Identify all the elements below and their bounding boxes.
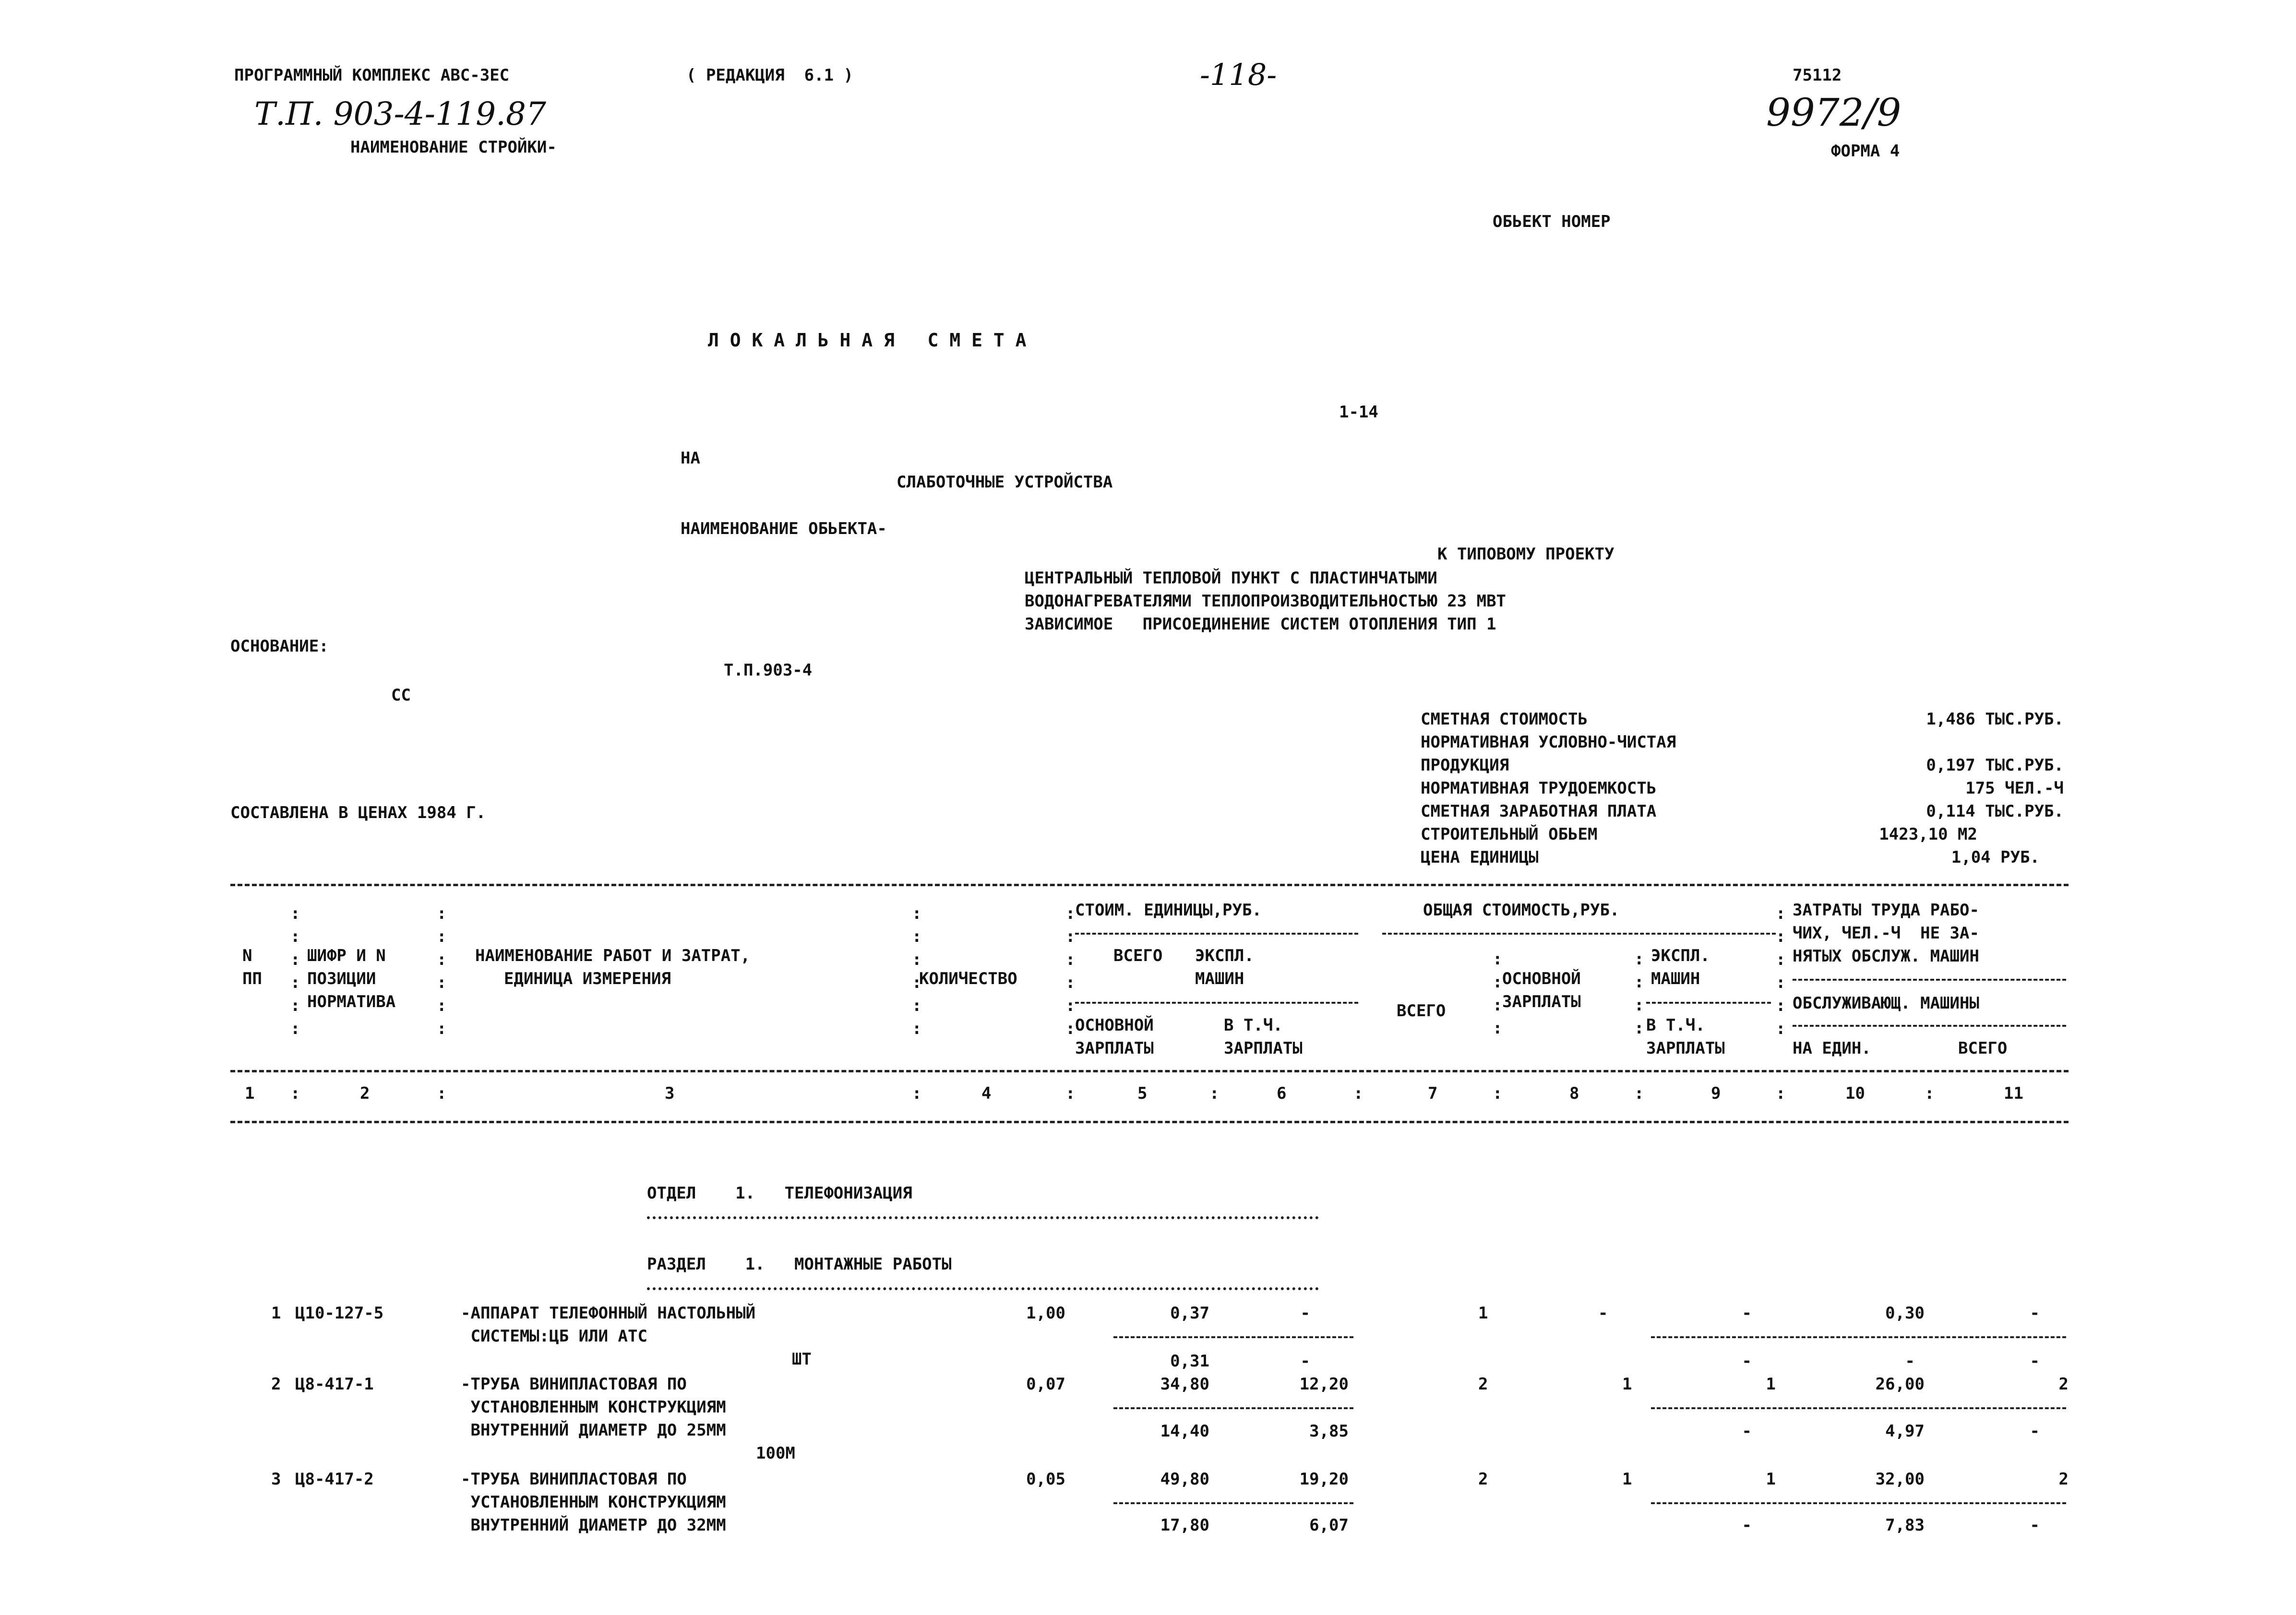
col-no-header: N	[242, 946, 252, 965]
page-number: -118-	[1200, 57, 1277, 92]
separator: : : : : : :	[290, 904, 300, 1038]
row-name-line: -АППАРАТ ТЕЛЕФОННЫЙ НАСТОЛЬНЫЙ	[461, 1304, 756, 1323]
subrule	[1113, 1407, 1353, 1409]
total-basic-header: ЗАРПЛАТЫ	[1502, 992, 1581, 1011]
row-total-machines: 1	[1766, 1470, 1776, 1489]
col-number: 11	[2004, 1084, 2023, 1103]
row-labor2-total: -	[2030, 1422, 2040, 1441]
summary-label: СМЕТНАЯ ЗАРАБОТНАЯ ПЛАТА	[1421, 802, 1657, 821]
object-number-label: ОБЬЕКТ НОМЕР	[1493, 212, 1611, 231]
unit-machines-header: МАШИН	[1195, 969, 1244, 988]
separator: :	[912, 1084, 922, 1103]
unit-total-header: ВСЕГО	[1113, 946, 1163, 965]
subsection-underline	[647, 1287, 1319, 1290]
row-code: Ц10-127-5	[295, 1304, 384, 1323]
na-label: НА	[681, 449, 700, 468]
row-labor-unit: 32,00	[1875, 1470, 1925, 1489]
subrule	[1651, 1407, 2066, 1409]
summary-value: 0,114 ТЫС.РУБ.	[1926, 802, 2064, 821]
construction-name-label: НАИМЕНОВАНИЕ СТРОЙКИ-	[350, 138, 557, 157]
total-all-header: ВСЕГО	[1397, 1001, 1446, 1021]
subrule	[1075, 933, 1358, 935]
department-title: ОТДЕЛ 1. ТЕЛЕФОНИЗАЦИЯ	[647, 1184, 912, 1203]
row-labor-unit: 0,30	[1885, 1304, 1925, 1323]
labor-header: НЯТЫХ ОБСЛУЖ. МАШИН	[1793, 947, 1979, 966]
separator: :	[1209, 1084, 1220, 1103]
col-name-header: ЕДИНИЦА ИЗМЕРЕНИЯ	[504, 969, 671, 988]
col-number: 4	[981, 1084, 992, 1103]
object-line-1: К ТИПОВОМУ ПРОЕКТУ	[1437, 545, 1614, 564]
handwritten-sheet-number: 9972/9	[1766, 90, 1901, 135]
summary-value: 1423,10 М2	[1879, 825, 1977, 844]
header-rule	[230, 1070, 2069, 1072]
unit-incl-header: В Т.Ч.	[1224, 1016, 1283, 1035]
row-unit-machines: 12,20	[1299, 1375, 1349, 1394]
row-unit-total: 49,80	[1160, 1470, 1209, 1489]
row-unit-basic: 17,80	[1160, 1516, 1209, 1535]
row-unit-incl: 3,85	[1309, 1422, 1349, 1441]
object-name-label: НАИМЕНОВАНИЕ ОБЬЕКТА-	[681, 519, 887, 538]
labor-serving-header: ОБСЛУЖИВАЮЩ. МАШИНЫ	[1793, 994, 1979, 1013]
unit-basic-header: ЗАРПЛАТЫ	[1075, 1039, 1154, 1058]
col-number: 3	[665, 1084, 675, 1103]
total-incl-header: В Т.Ч.	[1646, 1016, 1705, 1035]
row-unit-incl: -	[1300, 1352, 1310, 1371]
form-label: ФОРМА 4	[1831, 142, 1900, 161]
row-labor2-unit: -	[1905, 1352, 1915, 1371]
row-unit-total: 34,80	[1160, 1375, 1209, 1394]
subrule	[1075, 1002, 1358, 1004]
col-number: 8	[1569, 1084, 1579, 1103]
row-unit-incl: 6,07	[1309, 1516, 1349, 1535]
summary-value: 175 ЧЕЛ.-Ч	[1965, 779, 2064, 798]
col-code-header: НОРМАТИВА	[307, 992, 396, 1011]
handwritten-project-number: Т.П. 903-4-119.87	[254, 95, 547, 132]
row-code: Ц8-417-1	[295, 1375, 374, 1394]
col-no-header: ПП	[242, 969, 262, 988]
row-labor-total: 2	[2058, 1470, 2069, 1489]
total-machines-header: МАШИН	[1651, 969, 1700, 988]
separator: :	[1776, 1084, 1786, 1103]
row-labor2-unit: 7,83	[1885, 1516, 1925, 1535]
unit-cost-header: СТОИМ. ЕДИНИЦЫ,РУБ.	[1075, 901, 1262, 920]
separator: :	[290, 1084, 300, 1103]
document-code: 75112	[1793, 66, 1842, 85]
estimate-subject: СЛАБОТОЧНЫЕ УСТРОЙСТВА	[897, 473, 1113, 492]
separator: : : : :	[1493, 950, 1503, 1038]
separator: : : : : : :	[437, 904, 447, 1038]
total-basic-header: ОСНОВНОЙ	[1502, 969, 1581, 988]
row-name-line: УСТАНОВЛЕННЫМ КОНСТРУКЦИЯМ	[461, 1493, 726, 1512]
row-name-line: -ТРУБА ВИНИПЛАСТОВАЯ ПО	[461, 1375, 687, 1394]
total-machines-header: ЭКСПЛ.	[1651, 946, 1710, 965]
row-total-incl: -	[1742, 1352, 1752, 1371]
object-line-2: ЦЕНТРАЛЬНЫЙ ТЕПЛОВОЙ ПУНКТ С ПЛАСТИНЧАТЫМИ	[1025, 569, 1437, 588]
row-total-basic: 1	[1622, 1375, 1632, 1394]
row-labor-total: 2	[2058, 1375, 2069, 1394]
summary-value: 1,04 РУБ.	[1951, 848, 2040, 867]
col-qty-header: КОЛИЧЕСТВО	[919, 969, 1017, 988]
col-code-header: ПОЗИЦИИ	[307, 969, 376, 988]
labor-total-header: ВСЕГО	[1958, 1039, 2008, 1058]
row-code: Ц8-417-2	[295, 1470, 374, 1489]
summary-label: СМЕТНАЯ СТОИМОСТЬ	[1421, 710, 1588, 729]
subrule	[1793, 1025, 2066, 1027]
program-name: ПРОГРАММНЫЙ КОМПЛЕКС АВС-3ЕС	[234, 66, 510, 85]
basis-value: Т.П.903-4	[724, 661, 813, 680]
subrule	[1113, 1502, 1353, 1504]
row-total-incl: -	[1742, 1422, 1752, 1441]
row-total: 2	[1478, 1375, 1488, 1394]
row-unit-machines: -	[1300, 1304, 1310, 1323]
summary-label: ПРОДУКЦИЯ	[1421, 756, 1509, 775]
row-name-line: ВНУТРЕННИЙ ДИАМЕТР ДО 25ММ	[461, 1421, 726, 1440]
row-unit-basic: 0,31	[1170, 1352, 1209, 1371]
row-qty: 1,00	[1026, 1304, 1065, 1323]
row-unit-basic: 14,40	[1160, 1422, 1209, 1441]
object-line-3: ВОДОНАГРЕВАТЕЛЯМИ ТЕПЛОПРОИЗВОДИТЕЛЬНОСТЬЮ 23 МВТ	[1025, 592, 1507, 611]
col-number: 2	[360, 1084, 370, 1103]
summary-label: НОРМАТИВНАЯ УСЛОВНО-ЧИСТАЯ	[1421, 733, 1676, 752]
object-line-4: ЗАВИСИМОЕ ПРИСОЕДИНЕНИЕ СИСТЕМ ОТОПЛЕНИЯ ТИП 1	[1025, 615, 1496, 634]
labor-unit-header: НА ЕДИН.	[1793, 1039, 1871, 1058]
separator: :	[437, 1084, 447, 1103]
col-number: 5	[1137, 1084, 1148, 1103]
subrule	[1651, 1502, 2066, 1504]
subrule	[1793, 979, 2066, 981]
row-total-basic: -	[1598, 1304, 1608, 1323]
row-total-incl: -	[1742, 1516, 1752, 1535]
row-name-line: УСТАНОВЛЕННЫМ КОНСТРУКЦИЯМ	[461, 1398, 726, 1417]
col-number: 9	[1711, 1084, 1721, 1103]
column-number-rule	[230, 1121, 2069, 1123]
row-total: 1	[1478, 1304, 1488, 1323]
row-name-line: СИСТЕМЫ:ЦБ ИЛИ АТС	[461, 1327, 647, 1346]
summary-value: 0,197 ТЫС.РУБ.	[1926, 756, 2064, 775]
labor-header: ЗАТРАТЫ ТРУДА РАБО-	[1793, 901, 1979, 920]
separator: :	[1925, 1084, 1935, 1103]
subrule	[1382, 933, 1776, 935]
unit-machines-header: ЭКСПЛ.	[1195, 946, 1254, 965]
row-total-machines: -	[1742, 1304, 1752, 1323]
col-code-header: ШИФР И N	[307, 946, 386, 965]
separator: : : : :	[1634, 950, 1644, 1038]
basis-label: ОСНОВАНИЕ:	[230, 637, 329, 656]
row-number: 2	[271, 1375, 281, 1394]
separator: :	[1353, 1084, 1363, 1103]
separator: :	[1634, 1084, 1644, 1103]
row-total: 2	[1478, 1470, 1488, 1489]
col-number: 1	[245, 1084, 255, 1103]
cc-label: СС	[391, 686, 411, 705]
col-number: 6	[1277, 1084, 1287, 1103]
row-qty: 0,05	[1026, 1470, 1065, 1489]
labor-header: ЧИХ, ЧЕЛ.-Ч НЕ ЗА-	[1793, 924, 1979, 943]
row-labor2-total: -	[2030, 1352, 2040, 1371]
row-labor-total: -	[2030, 1304, 2040, 1323]
row-unit-machines: 19,20	[1299, 1470, 1349, 1489]
unit-basic-header: ОСНОВНОЙ	[1075, 1016, 1154, 1035]
row-total-machines: 1	[1766, 1375, 1776, 1394]
col-name-header: НАИМЕНОВАНИЕ РАБОТ И ЗАТРАТ,	[475, 946, 751, 965]
row-number: 3	[271, 1470, 281, 1489]
price-level: СОСТАВЛЕНА В ЦЕНАХ 1984 Г.	[230, 803, 486, 822]
summary-value: 1,486 ТЫС.РУБ.	[1926, 710, 2064, 729]
row-unit-total: 0,37	[1170, 1304, 1209, 1323]
row-total-basic: 1	[1622, 1470, 1632, 1489]
subrule	[1651, 1336, 2066, 1338]
separator: :	[1065, 1084, 1076, 1103]
row-labor2-total: -	[2030, 1516, 2040, 1535]
row-labor2-unit: 4,97	[1885, 1422, 1925, 1441]
edition: ( РЕДАКЦИЯ 6.1 )	[686, 66, 853, 85]
table-top-rule	[230, 884, 2069, 886]
summary-label: НОРМАТИВНАЯ ТРУДОЕМКОСТЬ	[1421, 779, 1657, 798]
total-incl-header: ЗАРПЛАТЫ	[1646, 1039, 1725, 1058]
row-name-line: ВНУТРЕННИЙ ДИАМЕТР ДО 32ММ	[461, 1516, 726, 1535]
estimate-number: 1-14	[1339, 403, 1378, 422]
row-qty: 0,07	[1026, 1375, 1065, 1394]
subrule	[1113, 1336, 1353, 1338]
separator: : : : : : :	[1065, 904, 1076, 1038]
separator: : : : : : :	[912, 904, 922, 1038]
unit-incl-header: ЗАРПЛАТЫ	[1224, 1039, 1303, 1058]
col-number: 10	[1845, 1084, 1865, 1103]
row-unit: 100М	[756, 1444, 795, 1463]
col-number: 7	[1428, 1084, 1438, 1103]
department-underline	[647, 1216, 1319, 1219]
summary-label: СТРОИТЕЛЬНЫЙ ОБЬЕМ	[1421, 825, 1598, 844]
row-labor-unit: 26,00	[1875, 1375, 1925, 1394]
subrule	[1646, 1002, 1771, 1004]
separator: : : : : : :	[1776, 904, 1786, 1038]
separator: :	[1493, 1084, 1503, 1103]
row-unit: ШТ	[792, 1350, 812, 1369]
document-title: Л О К А Л Ь Н А Я С М Е Т А	[708, 330, 1027, 351]
summary-label: ЦЕНА ЕДИНИЦЫ	[1421, 848, 1539, 867]
subsection-title: РАЗДЕЛ 1. МОНТАЖНЫЕ РАБОТЫ	[647, 1255, 952, 1274]
row-name-line: -ТРУБА ВИНИПЛАСТОВАЯ ПО	[461, 1470, 687, 1489]
row-number: 1	[271, 1304, 281, 1323]
total-cost-header: ОБЩАЯ СТОИМОСТЬ,РУБ.	[1423, 901, 1620, 920]
